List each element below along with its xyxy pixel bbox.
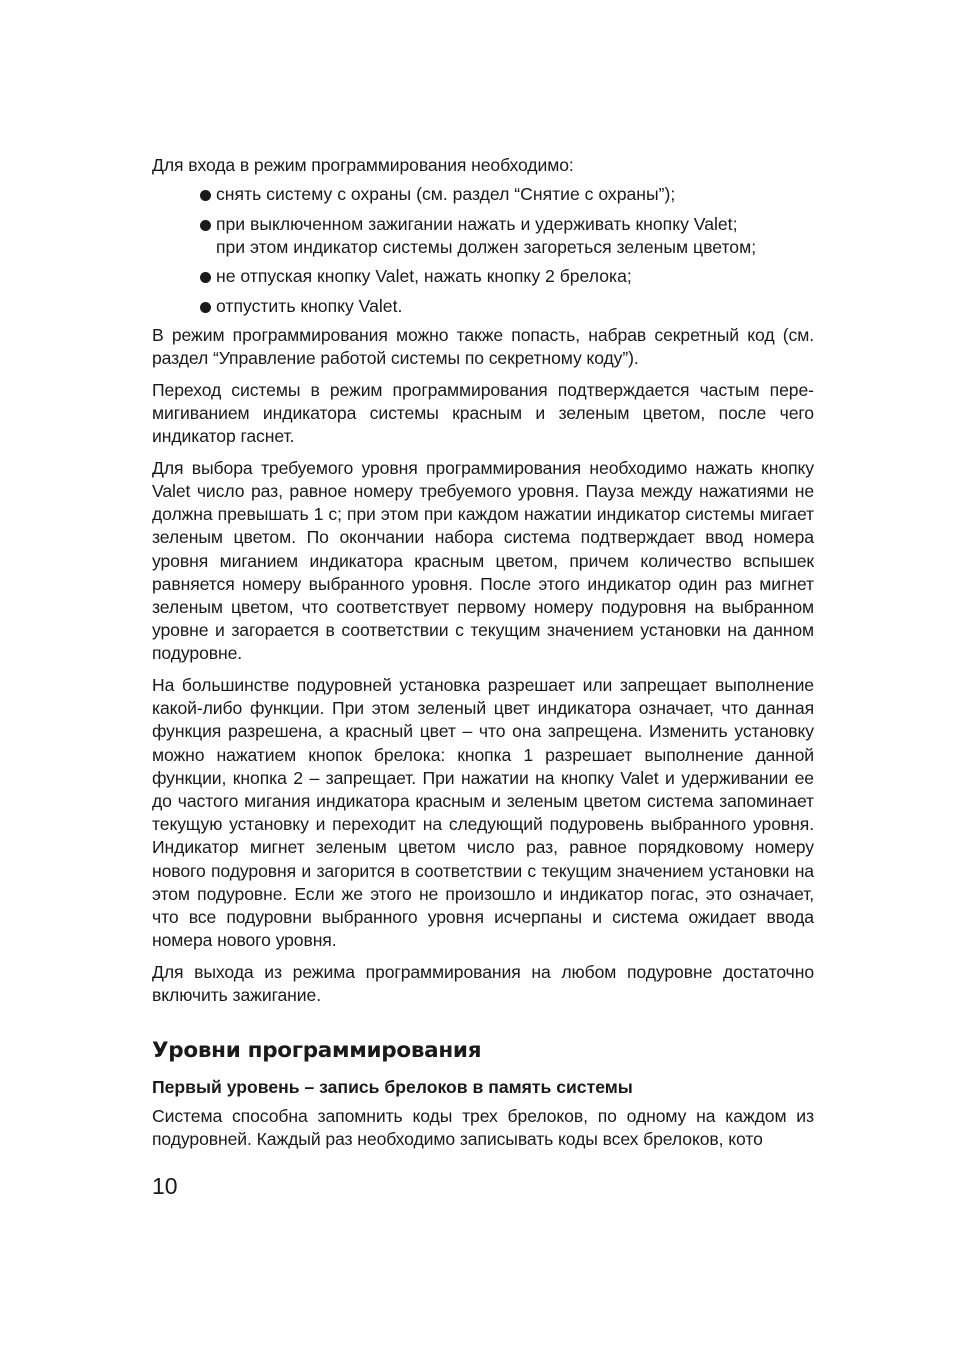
steps-list <box>152 183 814 318</box>
list-item-text: не отпуская кнопку Valet, нажать кнопку 2 брелока; <box>216 266 632 287</box>
page-content <box>152 154 814 1152</box>
list-item-text: при выключенном зажигании нажать и удерживать кнопку Valet; <box>216 213 738 234</box>
list-item <box>200 265 814 288</box>
bullet-icon <box>200 302 211 313</box>
paragraph-sublevels: На большинстве подуровней установка разрешает или запрещает выполнение какой-либо функции. При этом зеленый цвет индикатора означает, что данная функция разрешена, а красный цвет – что она запрещена. Изменить установку можно нажатием кнопок брелока: кнопка 1 разрешает выполнение данной функции, кнопка 2 – запрещает. При нажатии на кнопку Valet и удерживании ее до частого мигания индикатора красным и зеленым цветом система запоминает текущую установку и переходит на следующий подуровень выбранного уровня. Индикатор мигнет зеленым цветом число раз, равное порядковому номеру нового подуровня и загорится в соответствии с текущим значением установки на этом подуровне. Если же этого не произошло и индикатор погас, это означает, что все подуровни выбранного уровня исчерпаны и система ожидает ввода номера нового уровня. <box>152 674 814 951</box>
page-number: 10 <box>152 1173 178 1199</box>
paragraph-exit: Для выхода из режима программирования на любом подуровне достаточно включить зажигание. <box>152 961 814 1006</box>
list-item-text-continued: при этом индикатор системы должен загореться зеленым цветом; <box>216 236 757 257</box>
bullet-icon <box>200 272 211 283</box>
intro-text: Для входа в режим программирования необходимо: <box>152 155 574 175</box>
section-title: Уровни программирования <box>152 1038 482 1064</box>
paragraph-keyfobs: Система способна запомнить коды трех брелоков, по одному на каждом из подуровней. Каждый раз необходимо записывать коды всех брелоков, кото <box>152 1106 814 1150</box>
paragraph-secret-code: В режим программирования можно также попасть, набрав секретный код (см. раздел “Управление работой системы по секретному коду”). <box>152 324 814 369</box>
bullet-icon <box>200 190 211 201</box>
subsection-title: Первый уровень – запись брелоков в память системы <box>152 1077 633 1098</box>
list-item <box>200 213 814 259</box>
bullet-icon <box>200 220 211 231</box>
paragraph-mode-confirm: Переход системы в режим программирования подтверждается частым перемигиванием индикатора системы красным и зеленым цветом, после чего индикатор гаснет. <box>152 379 814 447</box>
list-item <box>200 183 814 206</box>
list-item-text: снять систему с охраны (см. раздел “Снятие с охраны”); <box>216 184 676 205</box>
list-item-text: отпустить кнопку Valet. <box>216 295 403 316</box>
paragraph-level-select: Для выбора требуемого уровня программирования необходимо нажать кнопку Valet число раз, равное номеру требуемого уровня. Пауза между нажатиями не должна превышать 1 с; при этом при каждом нажатии индикатор системы мигает зеленым цветом. По окончании набора система подтверждает ввод номера уровня миганием индикатора красным цветом, причем количество вспышек равняется номеру выбранного уровня. После этого индикатор один раз мигнет зеленым цветом, что соответствует первому номеру подуровня на выбранном уровне и загорается в соответствии с текущим значением установки на данном подуровне. <box>152 457 814 664</box>
list-item <box>200 295 814 318</box>
